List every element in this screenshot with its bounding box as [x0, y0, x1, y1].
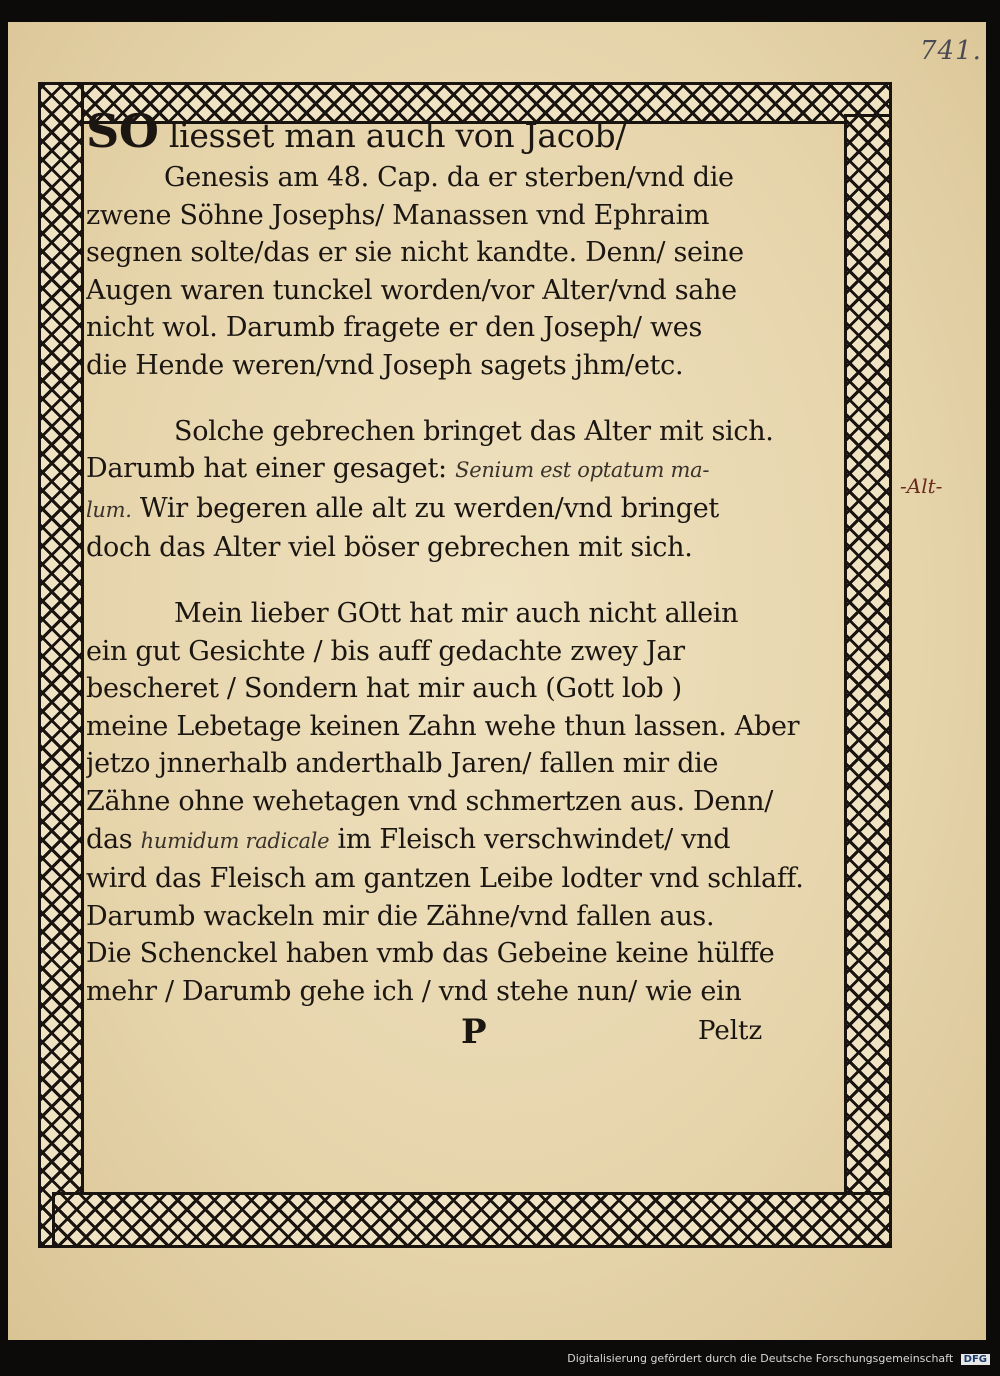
p3-line-1: Mein lieber GOtt hat mir auch nicht allein — [174, 597, 739, 629]
latin-term: humidum radicale — [140, 828, 330, 853]
p1-line-1: SO liesset man auch von Jacob/ — [86, 108, 834, 159]
credit-text: Digitalisierung gefördert durch die Deutsche Forschungsgemeinschaft — [567, 1352, 954, 1365]
p1-line-2: Genesis am 48. Cap. da er sterben/vnd die — [164, 162, 734, 193]
p3-line-8: wird das Fleisch am gantzen Leibe lodter vnd schlaff. — [86, 863, 804, 895]
p3-line-5: jetzo jnnerhalb anderthalb Jaren/ fallen mir die — [86, 748, 719, 780]
dfg-logo: DFG — [961, 1354, 990, 1365]
p3-line-7: das humidum radicale im Fleisch verschwindet/ vnd — [86, 823, 731, 855]
ornamental-border-left — [38, 82, 84, 1248]
p3-line-6: Zähne ohne wehetagen vnd schmertzen aus. Denn/ — [86, 785, 774, 817]
page-foot-line — [86, 1010, 834, 1054]
p3-line-11: mehr / Darumb gehe ich / vnd stehe nun/ wie ein — [86, 975, 742, 1007]
ornamental-border-bottom — [52, 1192, 892, 1248]
paragraph-gap — [86, 385, 834, 413]
digitization-credit — [567, 1352, 990, 1365]
p3-line-9: Darumb wackeln mir die Zähne/vnd fallen aus. — [86, 900, 715, 932]
latin-quote: Senium est optatum ma- — [455, 458, 710, 483]
p2-line-4: doch das Alter viel böser gebrechen mit sich. — [86, 532, 693, 564]
latin-quote-end: lum. — [86, 497, 132, 522]
paragraph-gap — [86, 567, 834, 595]
body-text — [86, 108, 834, 1054]
signature-mark: P — [461, 1012, 487, 1053]
p1-line-4: segnen solte/das er sie nicht kandte. Denn/ seine — [86, 237, 744, 269]
catchword: Peltz — [698, 1016, 763, 1047]
p1-line-6: nicht wol. Darumb fragete er den Joseph/ wes — [86, 312, 703, 344]
folio-number: 741. — [920, 36, 982, 66]
p1-line-5: Augen waren tunckel worden/vor Alter/vnd sahe — [86, 274, 737, 306]
margin-note: -Alt- — [900, 474, 943, 498]
p3-line-2: ein gut Gesichte / bis auff gedachte zwey Jar — [86, 635, 685, 667]
p2-line-2: Darumb hat einer gesaget: Senium est optatum ma- — [86, 453, 710, 485]
p3-line-4: meine Lebetage keinen Zahn wehe thun lassen. Aber — [86, 710, 800, 742]
p3-line-3: bescheret / Sondern hat mir auch (Gott lob ) — [86, 673, 682, 705]
p3-line-10: Die Schenckel haben vmb das Gebeine keine hülffe — [86, 938, 775, 970]
p2-line-1: Solche gebrechen bringet das Alter mit sich. — [174, 415, 774, 447]
p1-line-3: zwene Söhne Josephs/ Manassen vnd Ephraim — [86, 199, 710, 231]
ornamental-border-right — [844, 114, 892, 1248]
p1-line-7: die Hende weren/vnd Joseph sagets jhm/etc. — [86, 349, 684, 381]
p2-line-3: lum. Wir begeren alle alt zu werden/vnd bringet — [86, 492, 719, 524]
decorated-initial: SO — [86, 108, 159, 158]
